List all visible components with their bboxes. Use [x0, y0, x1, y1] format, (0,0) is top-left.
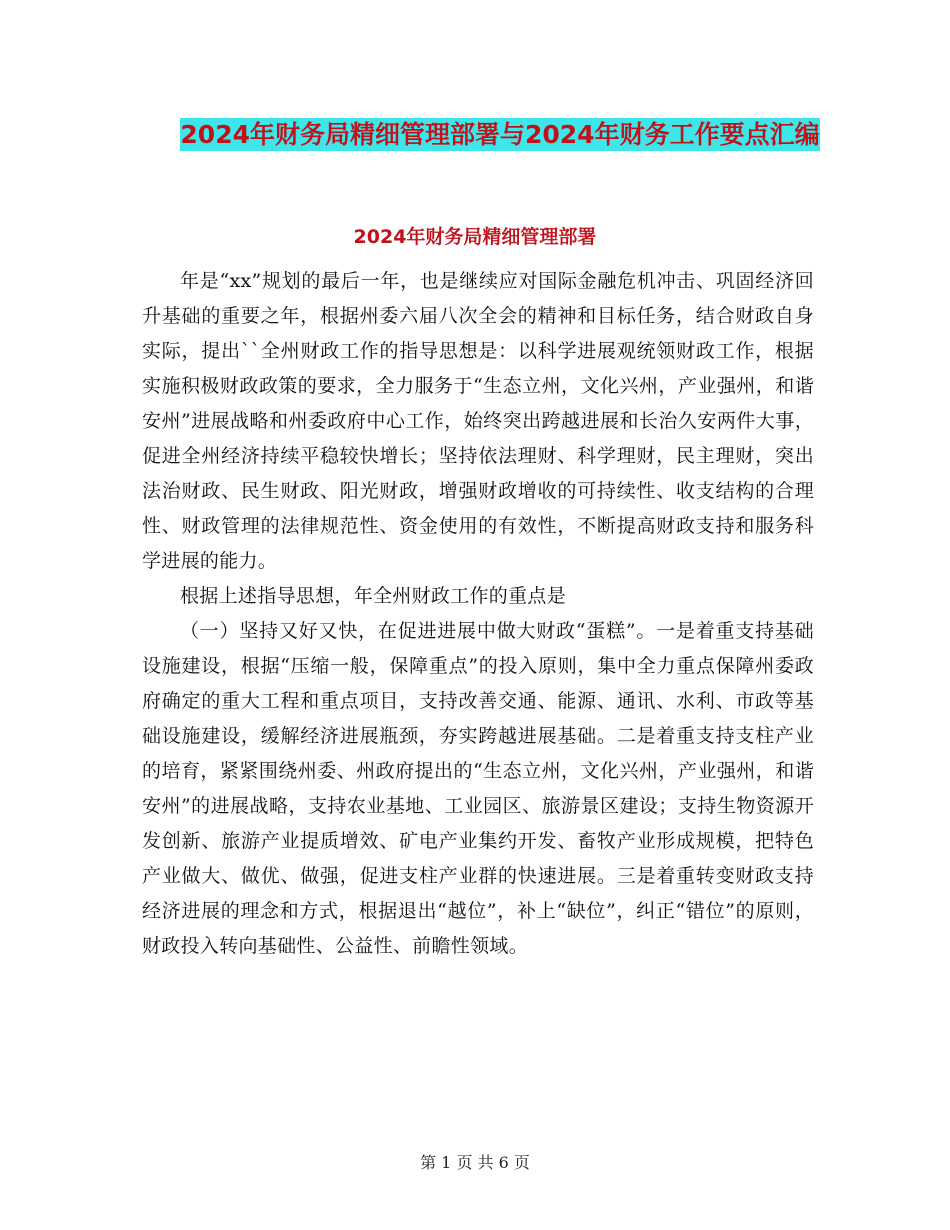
document-title [140, 112, 860, 158]
page-footer: 第 1 页 共 6 页 [420, 1153, 530, 1172]
body-paragraph-3: （一）坚持又好又快，在促进进展中做大财政“蛋糕”。一是着重支持基础设施建设，根据“压缩一般，保障重点”的投入原则，集中全力重点保障州委政府确定的重大工程和重点项目，支持改善交通、能源、通讯、水利、市政等基础设施建设，缓解经济进展瓶颈，夯实跨越进展基础。二是着重支持支柱产业的培育，紧紧围绕州委、州政府提出的“生态立州，文化兴州，产业强州，和谐安州”的进展战略，支持农业基地、工业园区、旅游景区建设；支持生物资源开发创新、旅游产业提质增效、矿电产业集约开发、畜牧产业形成规模，把特色产业做大、做优、做强，促进支柱产业群的快速进展。三是着重转变财政支持经济进展的理念和方式，根据退出“越位”，补上“缺位”，纠正“错位”的原则，财政投入转向基础性、公益性、前瞻性领域。 [142, 620, 814, 957]
document-body [142, 264, 814, 964]
section-title: 2024年财务局精细管理部署 [353, 226, 597, 248]
body-paragraph-2: 根据上述指导思想，年全州财政工作的重点是 [180, 585, 567, 607]
document-title-text: 2024年财务局精细管理部署与2024年财务工作要点汇编 [180, 120, 820, 149]
body-paragraph-1: 年是“xx”规划的最后一年，也是继续应对国际金融危机冲击、巩固经济回升基础的重要之年，根据州委六届八次全会的精神和目标任务，结合财政自身实际，提出``全州财政工作的指导思想是：以科学进展观统领财政工作，根据实施积极财政政策的要求，全力服务于“生态立州，文化兴州，产业强州，和谐安州”进展战略和州委政府中心工作，始终突出跨越进展和长治久安两件大事，促进全州经济持续平稳较快增长；坚持依法理财、科学理财，民主理财，突出法治财政、民生财政、阳光财政，增强财政增收的可持续性、收支结构的合理性、财政管理的法律规范性、资金使用的有效性，不断提高财政支持和服务科学进展的能力。 [142, 270, 814, 572]
